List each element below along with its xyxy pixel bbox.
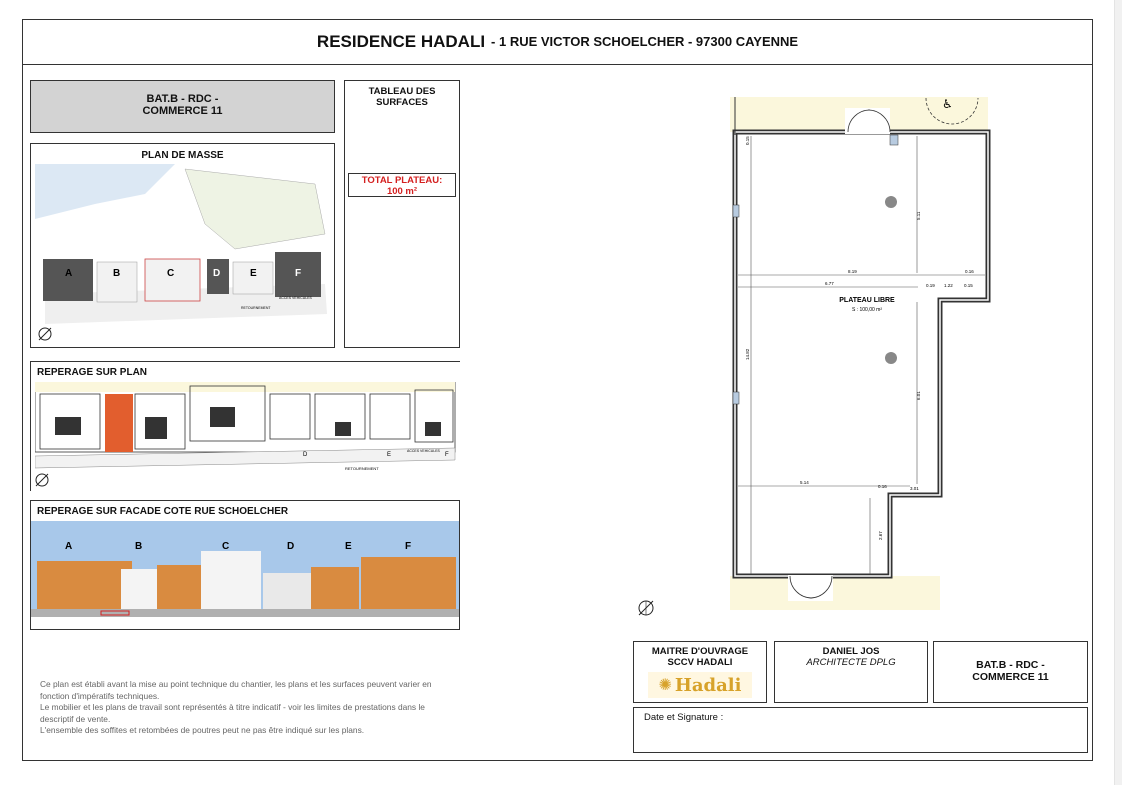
architect-title: ARCHITECTE DPLG bbox=[806, 657, 896, 668]
sun-logo-icon: ✺ bbox=[658, 677, 672, 694]
dim-small-5: 3.01 bbox=[910, 486, 919, 491]
dim-small-6: 0.16 bbox=[878, 484, 887, 489]
building-label-f: F bbox=[295, 268, 302, 279]
signature-label: Date et Signature : bbox=[644, 712, 724, 723]
dim-lower-width: 5.14 bbox=[800, 480, 809, 485]
note-line-5: L'ensemble des soffites et retombées de poutres peut ne pas être indiqué sur les plans. bbox=[40, 725, 365, 735]
facade-label-e: E bbox=[345, 541, 352, 552]
total-surface-label: TOTAL PLATEAU: bbox=[361, 175, 443, 186]
dim-total-height: 14.82 bbox=[745, 348, 750, 360]
window-marker bbox=[733, 392, 739, 404]
owner-label: MAITRE D'OUVRAGE bbox=[651, 646, 749, 657]
lot-summary-box bbox=[933, 641, 1088, 703]
column-post-1 bbox=[885, 196, 897, 208]
column-marker bbox=[890, 135, 898, 145]
project-address: - 1 RUE VICTOR SCHOELCHER - 97300 CAYENNE bbox=[491, 34, 799, 49]
building-label-d: D bbox=[213, 268, 221, 279]
total-surface-box bbox=[348, 173, 456, 197]
room-area: S : 100,00 m² bbox=[851, 307, 883, 313]
reperage-plan-panel bbox=[30, 361, 460, 491]
lot-summary-line-1: BAT.B - RDC - bbox=[976, 659, 1045, 671]
dim-lower-height: 6.01 bbox=[916, 391, 921, 400]
building-label-a: A bbox=[65, 268, 73, 279]
window-marker bbox=[733, 205, 739, 217]
terrace-bottom bbox=[730, 576, 940, 610]
commerce-walls bbox=[735, 132, 988, 576]
note-line-2: fonction d'impératifs techniques. bbox=[40, 690, 160, 701]
project-title: RESIDENCE HADALI bbox=[316, 31, 486, 51]
reperage-plan-title: REPERAGE SUR PLAN bbox=[37, 367, 148, 378]
facade-label-b: B bbox=[135, 541, 143, 552]
architect-name: DANIEL JOS bbox=[822, 646, 880, 657]
site-plan-drawing bbox=[35, 164, 331, 344]
plan-masse-panel bbox=[30, 143, 335, 348]
entrance-door-bottom bbox=[788, 575, 833, 601]
turnaround-label: RETOURNEMENT bbox=[241, 306, 271, 310]
floor-plan-drawing bbox=[620, 90, 1000, 610]
total-surface-value: 100 m² bbox=[386, 186, 418, 197]
building-label-e: E bbox=[250, 268, 257, 279]
building-label-c: C bbox=[167, 268, 175, 279]
signature-box bbox=[633, 707, 1088, 753]
facade-label-f: F bbox=[405, 541, 412, 552]
entrance-door-top bbox=[845, 108, 890, 134]
vertical-scrollbar[interactable] bbox=[1114, 0, 1122, 785]
ground-floor-plan-thumbnail bbox=[35, 382, 457, 490]
surfaces-table bbox=[344, 80, 460, 348]
column-post-2 bbox=[885, 352, 897, 364]
lot-line-1: BAT.B - RDC - bbox=[146, 93, 219, 105]
facade-label-c: C bbox=[222, 541, 230, 552]
title-block bbox=[22, 19, 1093, 65]
wheelchair-icon: ♿ bbox=[942, 97, 953, 111]
surfaces-title-1: TABLEAU DES bbox=[368, 86, 436, 97]
north-arrow-icon bbox=[636, 598, 656, 618]
building-a-footprint bbox=[43, 259, 93, 301]
surfaces-title-2: SURFACES bbox=[376, 97, 428, 108]
dim-left-small: 0.15 bbox=[745, 136, 750, 145]
dim-small-1: 0.19 bbox=[926, 283, 935, 288]
plan-label-d: D bbox=[303, 452, 308, 458]
plan-label-f: F bbox=[445, 452, 449, 458]
owner-box bbox=[633, 641, 767, 703]
plan-access-label: ACCES VEHICULES bbox=[407, 449, 440, 453]
building-label-b: B bbox=[113, 268, 121, 279]
note-line-3: Le mobilier et les plans de travail sont représentés à titre indicatif - voir les limites de prestations dans le bbox=[40, 702, 425, 712]
note-line-4: descriptif de vente. bbox=[40, 713, 111, 724]
plan-masse-title: PLAN DE MASSE bbox=[141, 150, 224, 161]
hadali-logo bbox=[648, 672, 752, 698]
owner-name: SCCV HADALI bbox=[667, 657, 733, 668]
commerce-highlight bbox=[105, 394, 133, 452]
disclaimer-notes bbox=[40, 679, 510, 737]
architect-box bbox=[774, 641, 928, 703]
plan-label-e: E bbox=[387, 452, 392, 458]
north-arrow-icon bbox=[36, 474, 48, 486]
lot-line-2: COMMERCE 11 bbox=[142, 105, 223, 117]
dim-top-width: 8.19 bbox=[848, 269, 857, 274]
dim-small-2: 1.22 bbox=[944, 283, 953, 288]
reperage-facade-title: REPERAGE SUR FACADE COTE RUE SCHOELCHER bbox=[37, 506, 289, 517]
lot-title-box bbox=[30, 80, 335, 133]
room-name: PLATEAU LIBRE bbox=[839, 297, 895, 304]
dim-small-4: 0.16 bbox=[965, 269, 974, 274]
plan-turnaround-label: RETOURNEMENT bbox=[345, 466, 379, 471]
lot-summary-line-2: COMMERCE 11 bbox=[972, 671, 1049, 683]
facade-elevation-drawing bbox=[31, 521, 459, 617]
dim-bottom-notch: 2.67 bbox=[878, 531, 883, 540]
dim-small-3: 0.15 bbox=[964, 283, 973, 288]
dim-upper-height: 5.11 bbox=[916, 211, 921, 220]
note-line-1: Ce plan est établi avant la mise au point technique du chantier, les plans et les surfaces peuvent varier en bbox=[40, 679, 432, 689]
facade-label-a: A bbox=[65, 541, 73, 552]
reperage-facade-panel bbox=[30, 500, 460, 630]
access-label: ACCES VEHICULES bbox=[279, 296, 312, 300]
logo-text: Hadali bbox=[674, 674, 742, 696]
dim-upper-width: 6.77 bbox=[825, 281, 834, 286]
building-c-footprint bbox=[145, 259, 200, 301]
facade-label-d: D bbox=[287, 541, 295, 552]
